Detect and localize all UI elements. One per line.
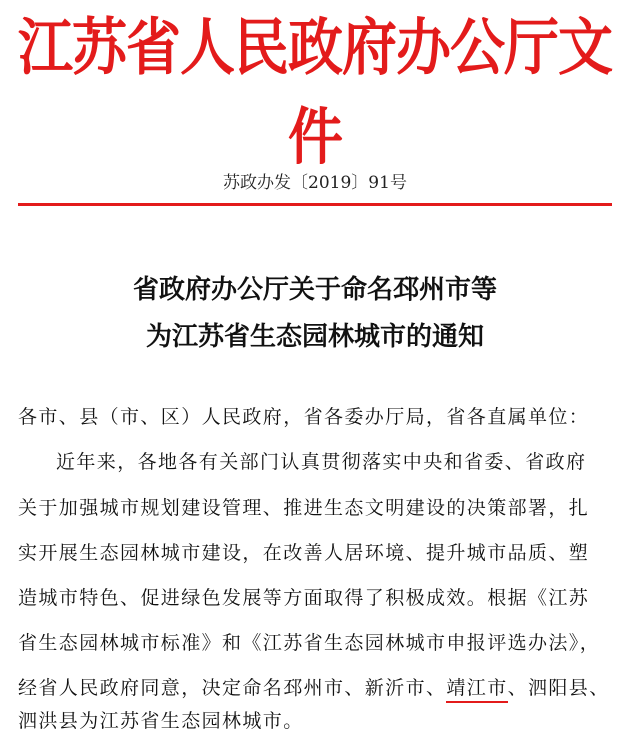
notice-title-line-2: 为江苏省生态园林城市的通知 xyxy=(145,322,484,352)
body-line-6 xyxy=(18,675,618,701)
body-line-1: 近年来，各地各有关部门认真贯彻落实中央和省委、省政府 xyxy=(56,451,587,473)
red-divider-line xyxy=(18,203,612,206)
body-line-5: 省生态园林城市标准》和《江苏省生态园林城市申报评选办法》， xyxy=(18,632,601,654)
body-line-7: 泗洪县为江苏省生态园林城市。 xyxy=(18,710,304,732)
salutation: 各市、县（市、区）人民政府，省各委办厅局，省各直属单位： xyxy=(18,406,590,428)
document-number: 苏政办发〔2019〕91号 xyxy=(223,173,407,193)
body-line-4: 造城市特色、促进绿色发展等方面取得了积极成效。根据《江苏 xyxy=(18,587,590,609)
body-line-3: 实开展生态园林城市建设，在改善人居环境、提升城市品质、塑 xyxy=(18,542,590,564)
notice-title-line-1: 省政府办公厅关于命名邳州市等 xyxy=(132,275,497,305)
body-line-6-text-after: 、泗阳县、 xyxy=(507,677,610,699)
highlighted-city-jingjiang: 靖江市 xyxy=(446,677,507,703)
body-line-2: 关于加强城市规划建设管理、推进生态文明建设的决策部署，扎 xyxy=(18,497,590,519)
body-line-6-text-before: 经省人民政府同意，决定命名邳州市、新沂市、 xyxy=(18,677,447,699)
document-masthead: 江苏省人民政府办公厅文件 xyxy=(17,11,612,173)
